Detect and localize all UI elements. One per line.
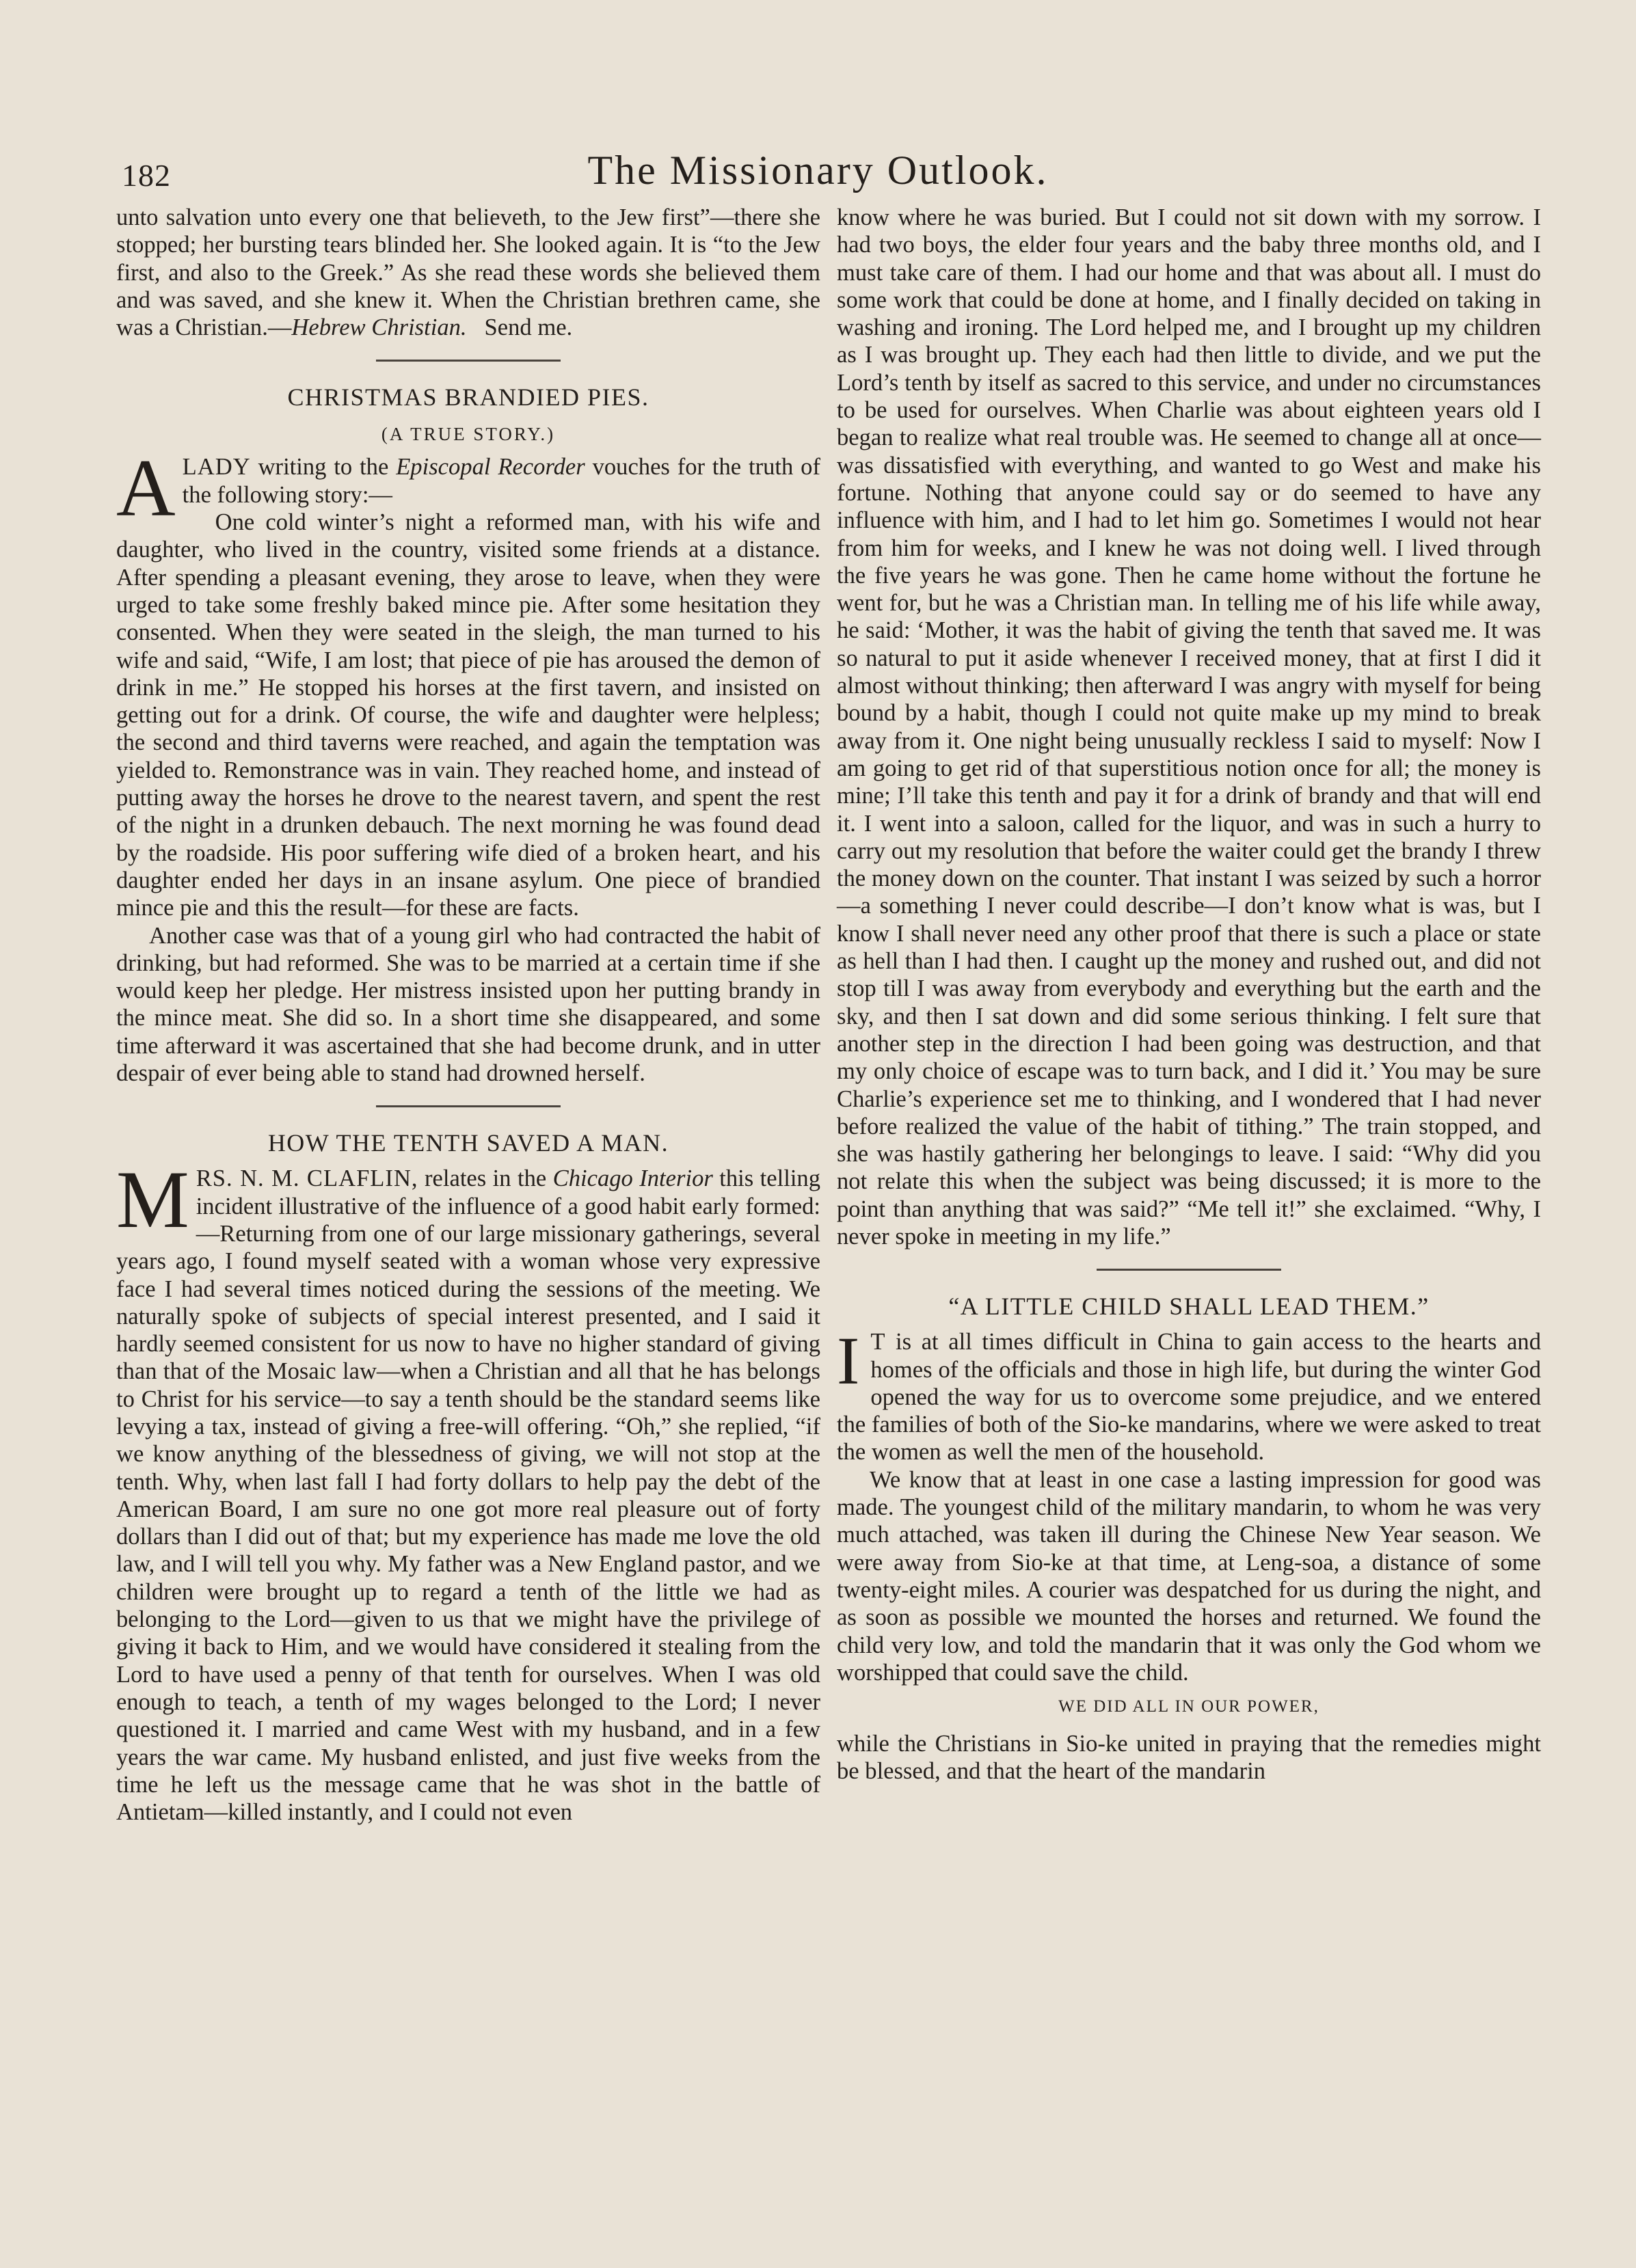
article3-paragraph-3: while the Christians in Sio-ke united in praying that the remedies might be blessed, and that the heart of the mandarin: [837, 1731, 1541, 1785]
continuation-text: unto salvation unto every one that believeth, to the Jew first”—there she stopped; her bursting tears blinded her. She looked again. It is “to the Jew first, and also to the Greek.” As she read these words she believed them and was saved, and she knew it. When the Christian brethren came, she was a Christian.—: [116, 204, 820, 341]
drop-cap-m: M: [116, 1154, 189, 1245]
article3-subheading: WE DID ALL IN OUR POWER,: [1058, 1697, 1319, 1716]
continuation-source: Hebrew Christian.: [291, 314, 467, 341]
lead-word: T: [870, 1329, 886, 1355]
article-title-how-the-tenth-saved-a-man: HOW THE TENTH SAVED A MAN.: [267, 1129, 669, 1157]
intro-text: relates in the: [425, 1165, 547, 1192]
article1-paragraph-1: One cold winter’s night a reformed man, with his wife and daughter, who lived in the country, visited some friends at a distance. After spending a pleasant evening, they arose to leave, when they were urged to take some freshly baked mince pie. After some hesitation they consented. When they were seated in the sleigh, the man turned to his wife and said, “Wife, I am lost; that piece of pie has aroused the demon of drink in me.” He stopped his horses at the first tavern, and insisted on getting out for a drink. Of course, the wife and daughter were helpless; the second and third taverns were reached, and again the temptation was yielded to. Remonstrance was in vain. They reached home, and instead of putting away the horses he drove to the nearest tavern, and spent the rest of the night in a drunken debauch. The next morning he was found dead by the roadside. His poor suffering wife died of a broken heart, and his daughter ended her days in an insane asylum. One piece of brandied mince pie and this the result—for these are facts.: [116, 509, 820, 921]
continuation-paragraph: [116, 204, 820, 341]
drop-cap-a: A: [116, 442, 176, 534]
drop-cap-i: I: [837, 1323, 860, 1399]
lead-word: LADY: [182, 454, 251, 481]
intro-source: Episcopal Recorder: [396, 454, 585, 481]
page-number: 182: [122, 158, 171, 193]
article3-paragraph-2: We know that at least in one case a lasting impression for good was made. The youngest child of the military mandarin, to whom he was very much attached, was taken ill during the Chinese New Year season. We were away from Sio-ke at that time, at Leng-soa, a distance of some twenty-eight miles. A courier was despatched for us during the night, and as soon as possible we mounted the horses and returned. We found the child very low, and told the mandarin that it was only the God whom we worshipped that could save the child.: [837, 1466, 1541, 1686]
continuation-end: Send me.: [484, 314, 573, 341]
intro-text: writing to the: [258, 454, 389, 481]
journal-title: The Missionary Outlook.: [587, 148, 1049, 193]
article2-body: [116, 1154, 821, 1826]
article3-p1-text: is at all times difficult in China to gain access to the hearts and homes of the officials and those in high life, but during the winter God opened the way for us to overcome some prejudice, and we entered the families of both of the Sio-ke mandarins, where we were asked to treat the women as well the men of the household.: [837, 1329, 1541, 1466]
article2-continuation: know where he was buried. But I could not sit down with my sorrow. I had two boys, the elder four years and the baby three months old, and I must take care of them. I had our home and that was about all. I must do some work that could be done at home, and I finally decided on taking in washing and ironing. The Lord helped me, and I brought up my children as I was brought up. They each had then little to divide, and we put the Lord’s tenth by itself as sacred to this service, and under no circumstances to be used for ourselves. When Charlie was about eighteen years old I began to realize what real trouble was. He seemed to change all at once—was dissatisfied with everything, and wanted to go West and make his fortune. Nothing that anyone could say or do seemed to have any influence with him, and I had to let him go. Sometimes I would not hear from him for weeks, and I knew he was not doing well. I lived through the five years he was gone. Then he came home without the fortune he went for, but he was a Christian man. In telling me of his life while away, he said: ‘Mother, it was the habit of giving the tenth that saved me. It was so natural to put it aside whenever I received money, that at first I did it almost without thinking; then afterward I was angry with myself for being bound by a habit, though I could not quite make up my mind to break away from it. One night being unusually reckless I said to myself: Now I am going to get rid of that superstitious notion once for all; the money is mine; I’ll take this tenth and pay it for a drink of brandy and that will end it. I went into a saloon, called for the liquor, and was in such a hurry to carry out my resolution that before the waiter could get the brandy I threw the money down on the counter. That instant I was seized by such a horror—a something I never could describe—I don’t know what is was, but I know I shall never need any other proof that there is such a place or state as hell than I had then. I caught up the money and rushed out, and did not stop till I was away from everybody and everything but the earth and the sky, and then I sat down and did some serious thinking. I felt sure that another step in the direction I had been going was destruction, and that my only choice of escape was to turn back, and I did it.’ You may be sure Charlie’s experience set me to thinking, and I wondered that I had never before realized the value of the habit of tithing.” The train stopped, and she was hastily gathering her belongings to leave. I said: “Why did you not relate this when the subject was being discussed; it is more to the point than anything that was said?” “Me tell it!” she exclaimed. “Why, I never spoke in meeting in my life.”: [837, 204, 1541, 1250]
section-divider: [376, 1105, 561, 1107]
page-header: [0, 147, 1636, 195]
article-subtitle: (A TRUE STORY.): [381, 424, 556, 445]
article-title-christmas-brandied-pies: CHRISTMAS BRANDIED PIES.: [287, 383, 649, 411]
lead-word: RS. N. M. CLAFLIN,: [196, 1165, 418, 1192]
article1-paragraph-2: Another case was that of a young girl who had contracted the habit of drinking, but had reformed. She was to be married at a certain time if she would keep her pledge. Her mistress insisted upon her putting brandy in the mince meat. She did so. In a short time she disappeared, and some time afterward it was ascertained that she had become drunk, and in utter despair of ever being able to stand had drowned herself.: [116, 922, 820, 1087]
intro-end: vouches for the truth of the following story:—: [182, 454, 820, 508]
section-divider: [376, 360, 561, 362]
article2-body-text: this telling incident illustrative of the influence of a good habit early formed:—Returning from one of our large missionary gatherings, several years ago, I found myself seated with a woman whose very expressive face I had several times noticed during the sessions of the meeting. We naturally spoke of subjects of special interest presented, and I said it hardly seemed consistent for us now to have no higher standard of giving than that of the Mosaic law—when a Christian and all that he has belongs to Christ for his service—to say a tenth should be the standard seems like levying a tax, instead of giving a free-will offering. “Oh,” she replied, “if we know anything of the blessedness of giving, we will not stop at the tenth. Why, when last fall I had forty dollars to help pay the debt of the American Board, I am sure no one got more real pleasure out of forty dollars than I did out of that; but my experience has made me love the old law, and I will tell you why. My father was a New England pastor, and we children were brought up to regard a tenth of the little we had as belonging to the Lord—given to us that we might have the privilege of giving it back to Him, and we would have considered it stealing from the Lord to have used a penny of that tenth for ourselves. When I was old enough to teach, a tenth of my wages belonged to the Lord; I never questioned it. I married and came West with my husband, and in a few years the war came. My husband enlisted, and just five weeks from the time he left us the message came that he was shot in the battle of Antietam—killed instantly, and I could not even: [116, 1165, 821, 1826]
right-column: [837, 204, 1541, 1785]
intro-source: Chicago Interior: [552, 1165, 713, 1192]
article3-paragraph-1: [837, 1323, 1541, 1466]
left-column: [116, 204, 820, 1826]
section-divider: [1097, 1269, 1281, 1271]
article-title-a-little-child-shall-lead-them: “A LITTLE CHILD SHALL LEAD THEM.”: [948, 1293, 1430, 1321]
article1-intro: [116, 442, 820, 534]
